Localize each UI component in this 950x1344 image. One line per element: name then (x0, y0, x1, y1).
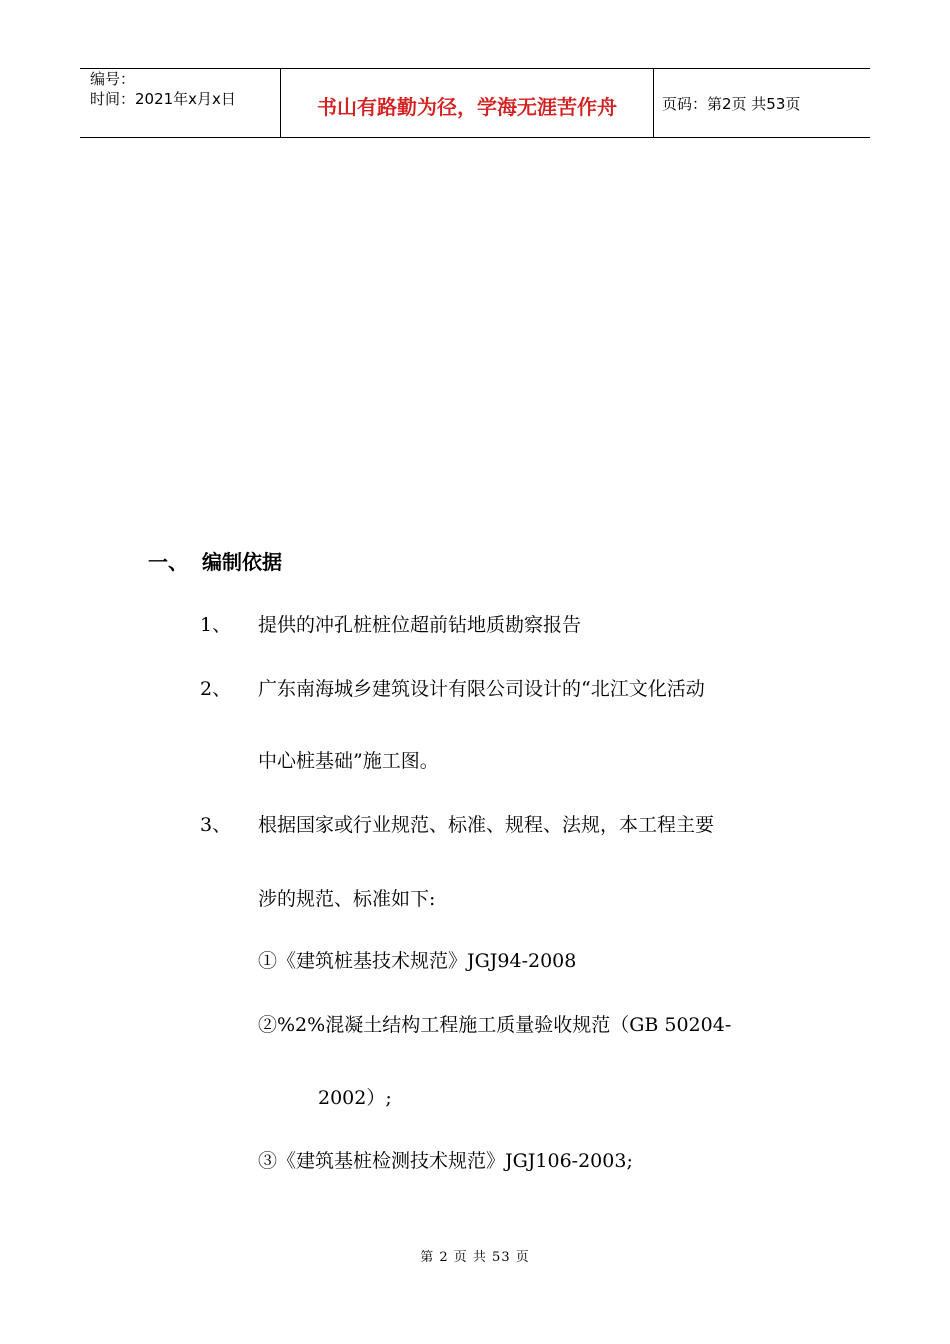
section-number: 一、 (148, 550, 188, 574)
reference-item: ②%2%混凝土结构工程施工质量验收规范（GB 50204- (258, 1014, 732, 1036)
item-text: 根据国家或行业规范、标准、规程、法规，本工程主要 (258, 814, 715, 836)
page-footer: 第 2 页 共 53 页 (420, 1250, 530, 1265)
serial-label: 编号： (90, 70, 136, 88)
item-text-continued: 涉的规范、标准如下: (258, 888, 436, 910)
section-heading (148, 546, 282, 575)
reference-item: ①《建筑桩基技术规范》JGJ94-2008 (258, 950, 577, 972)
time-label: 时间：2021年x月x日 (90, 90, 236, 108)
reference-item-continued: 2002）; (318, 1087, 392, 1109)
item-number: 1、 (200, 614, 232, 636)
item-text: 提供的冲孔桩桩位超前钻地质勘察报告 (258, 614, 582, 636)
header-page-cell (654, 69, 870, 137)
header-meta-cell (80, 69, 281, 137)
header-motto-cell (281, 69, 654, 137)
document-header (80, 68, 870, 138)
item-number: 2、 (200, 678, 232, 700)
section-title: 编制依据 (202, 550, 282, 574)
reference-item: ③《建筑基桩检测技术规范》JGJ106-2003; (258, 1150, 633, 1172)
item-text-continued: 中心桩基础”施工图。 (258, 750, 439, 772)
item-text: 广东南海城乡建筑设计有限公司设计的“北江文化活动 (258, 678, 705, 700)
header-motto: 书山有路勤为径，学海无涯苦作舟 (317, 95, 617, 119)
item-number: 3、 (200, 814, 232, 836)
header-page-info: 页码：第2页 共53页 (662, 95, 801, 113)
